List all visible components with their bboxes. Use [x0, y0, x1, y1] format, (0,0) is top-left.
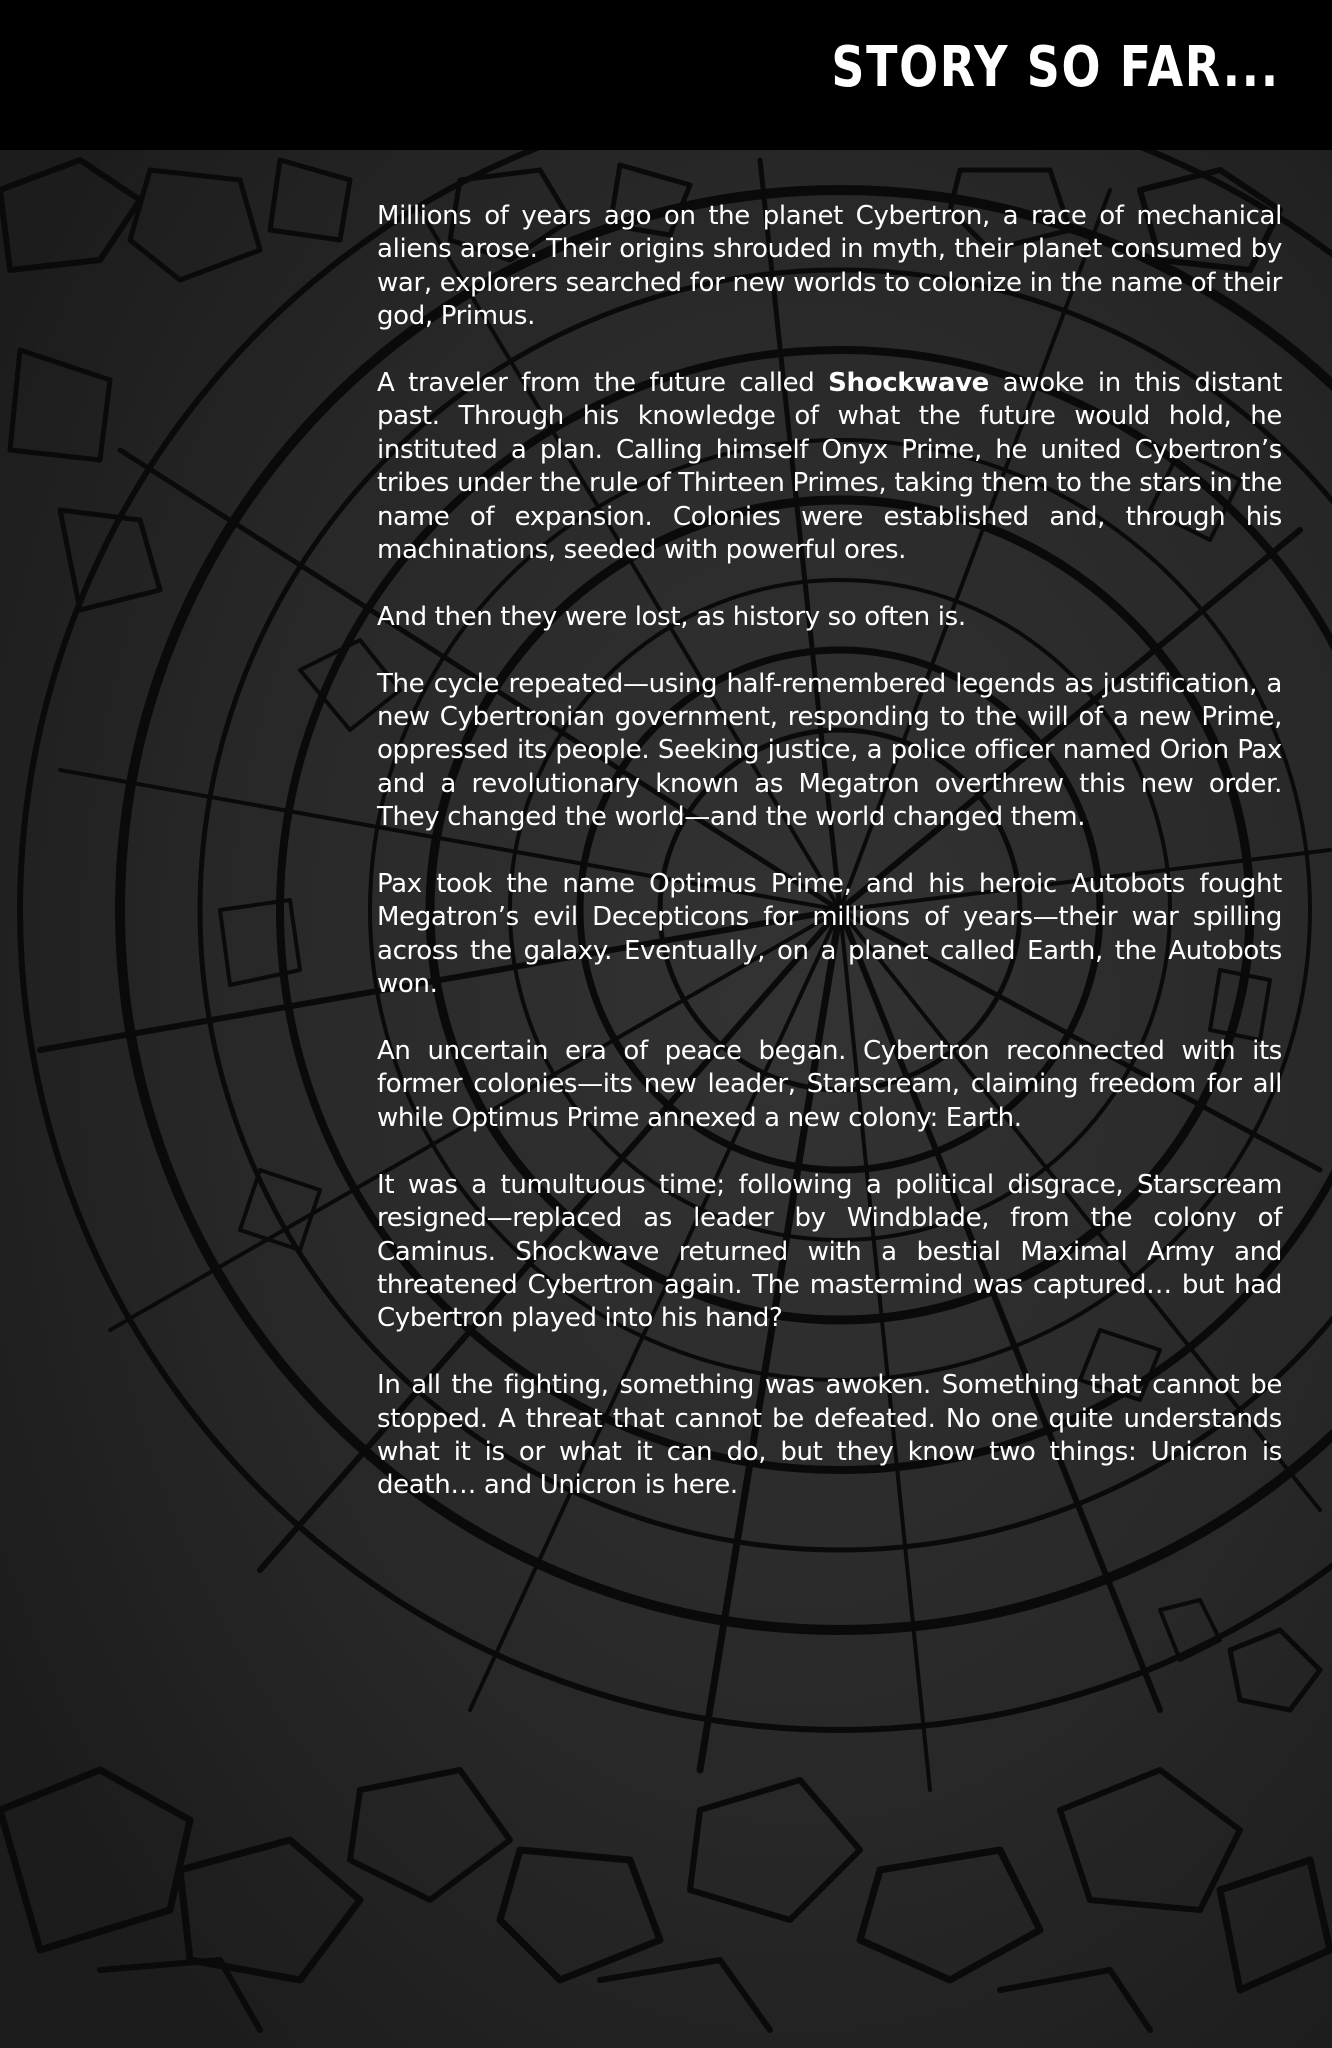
story-paragraph-2-intro: A traveler from the future called [377, 368, 829, 399]
story-paragraph-5: Pax took the name Optimus Prime, and his heroic Autobots fought Megatron’s evil Decepticons for millions of years—their war spilling across the galaxy. Eventually, on a planet called Earth, the Autobots won. [377, 869, 1282, 1000]
story-paragraph-7: It was a tumultuous time; following a political disgrace, Starscream resigned—replaced as leader by Windblade, from the colony of Caminus. Shockwave returned with a bestial Maximal Army and threatened Cybertron again. The mastermind was captured… but had Cybertron played into his hand? [377, 1169, 1282, 1334]
story-paragraph-4: The cycle repeated—using half-remembered legends as justification, a new Cybertronian government, responding to the will of a new Prime, oppressed its people. Seeking justice, a police officer named Orion Pax and a revolutionary known as Megatron overthrew this new order. They changed the world—and the world changed them. [377, 668, 1282, 833]
story-paragraph-6: An uncertain era of peace began. Cybertron reconnected with its former colonies—its new leader, Starscream, claiming freedom for all while Optimus Prime annexed a new colony: Earth. [377, 1036, 1282, 1133]
story-paragraph-3: And then they were lost, as history so often is. [377, 601, 966, 632]
story-paragraph-8: In all the fighting, something was awoken. Something that cannot be stopped. A threat that cannot be defeated. No one quite understands what it is or what it can do, but they know two things: Unicron is death… and Unicron is here. [377, 1370, 1282, 1501]
page-title: STORY SO FAR... [831, 35, 1280, 100]
story-paragraph-1: Millions of years ago on the planet Cybertron, a race of mechanical aliens arose. Their origins shrouded in myth, their planet consumed by war, explorers searched for new worlds to colonize in the name of their god, Primus. [377, 201, 1282, 332]
story-paragraph-2-rest: awoke in this distant past. Through his knowledge of what the future would hold, he instituted a plan. Calling himself Onyx Prime, he united Cybertron’s tribes under the rule of Thirteen Primes, taking them to the stars in the name of expansion. Colonies were established and, through his machinations, seeded with powerful ores. [377, 368, 1282, 566]
story-paragraph-2 [377, 367, 1282, 567]
shockwave-name: Shockwave [828, 368, 989, 399]
header-bar [0, 0, 1332, 150]
story-text [377, 200, 1282, 1536]
